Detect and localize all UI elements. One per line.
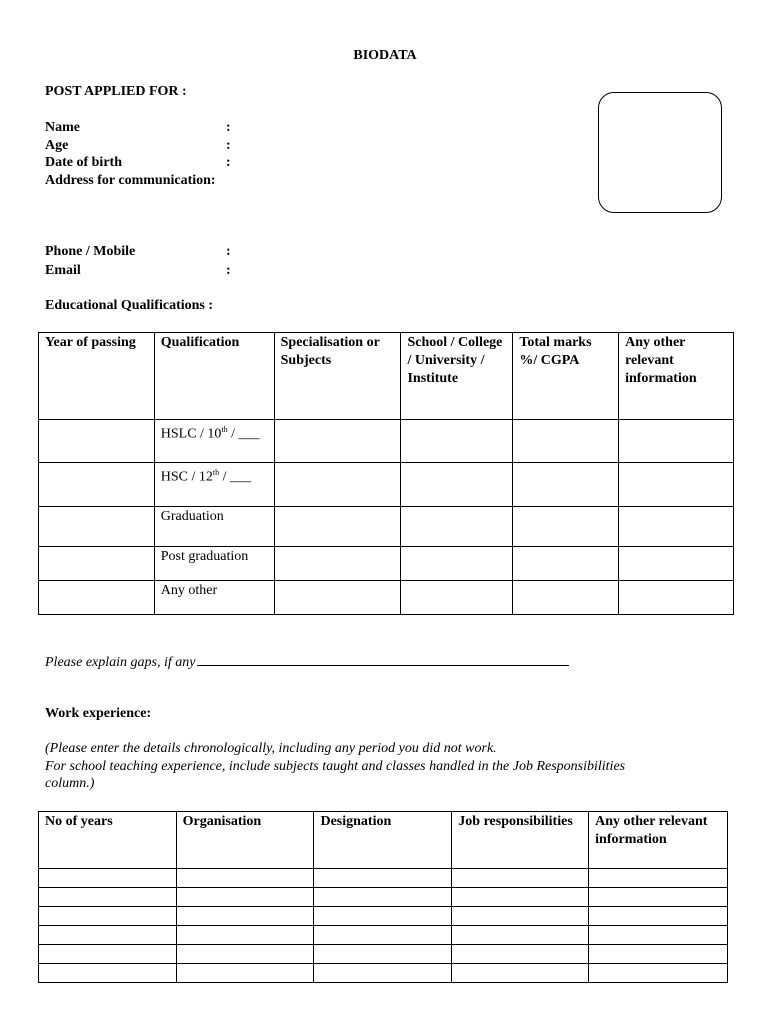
work-cell[interactable] xyxy=(39,907,177,926)
table-row xyxy=(39,907,728,926)
header-other: Any other relevant information xyxy=(619,333,734,420)
cell-institute[interactable] xyxy=(401,463,513,507)
header-designation: Designation xyxy=(314,812,452,869)
photo-box[interactable] xyxy=(598,92,722,213)
education-heading: Educational Qualifications : xyxy=(45,298,214,313)
work-cell[interactable] xyxy=(176,964,314,983)
qualification-post-graduation: Post graduation xyxy=(154,547,274,581)
work-cell[interactable] xyxy=(589,964,728,983)
cell-marks[interactable] xyxy=(513,507,619,547)
table-row xyxy=(39,945,728,964)
cell-year[interactable] xyxy=(39,547,155,581)
post-applied-label: POST APPLIED FOR : xyxy=(45,84,187,99)
cell-specialisation[interactable] xyxy=(274,420,401,463)
cell-specialisation[interactable] xyxy=(274,547,401,581)
address-label: Address for communication: xyxy=(45,173,216,188)
qual-sup: th xyxy=(212,468,220,477)
work-cell[interactable] xyxy=(589,888,728,907)
cell-other[interactable] xyxy=(619,463,734,507)
work-table xyxy=(38,811,728,983)
work-cell[interactable] xyxy=(39,869,177,888)
cell-year[interactable] xyxy=(39,463,155,507)
table-row xyxy=(39,507,734,547)
work-note-1: (Please enter the details chronologically, including any period you did not work. xyxy=(45,741,497,756)
work-note-2: For school teaching experience, include subjects taught and classes handled in the Job Responsibilities xyxy=(45,759,626,774)
dob-colon: : xyxy=(226,155,231,170)
gaps-label: Please explain gaps, if any xyxy=(45,655,196,670)
cell-year[interactable] xyxy=(39,420,155,463)
qual-text: HSLC / 10 xyxy=(160,426,222,442)
work-note-3: column.) xyxy=(45,776,95,791)
cell-other[interactable] xyxy=(619,581,734,615)
cell-specialisation[interactable] xyxy=(274,581,401,615)
work-cell[interactable] xyxy=(452,869,589,888)
work-cell[interactable] xyxy=(452,964,589,983)
age-colon: : xyxy=(226,138,231,153)
name-colon: : xyxy=(226,120,231,135)
work-cell[interactable] xyxy=(452,907,589,926)
education-table xyxy=(38,332,734,615)
email-colon: : xyxy=(226,263,231,278)
qualification-graduation: Graduation xyxy=(154,507,274,547)
work-cell[interactable] xyxy=(39,964,177,983)
qual-text: HSC / 12 xyxy=(160,469,213,485)
work-cell[interactable] xyxy=(314,964,452,983)
work-cell[interactable] xyxy=(176,907,314,926)
cell-marks[interactable] xyxy=(513,420,619,463)
qualification-hslc xyxy=(154,420,274,463)
cell-other[interactable] xyxy=(619,547,734,581)
work-cell[interactable] xyxy=(176,926,314,945)
table-row xyxy=(39,888,728,907)
work-header-row xyxy=(39,812,728,869)
header-responsibilities: Job responsibilities xyxy=(452,812,589,869)
cell-marks[interactable] xyxy=(513,547,619,581)
email-label: Email xyxy=(45,263,81,278)
gaps-line xyxy=(45,652,569,671)
work-cell[interactable] xyxy=(314,907,452,926)
qualification-hsc xyxy=(154,463,274,507)
cell-other[interactable] xyxy=(619,420,734,463)
header-institute: School / College / University / Institute xyxy=(401,333,513,420)
cell-marks[interactable] xyxy=(513,463,619,507)
work-cell[interactable] xyxy=(452,926,589,945)
header-other-info: Any other relevant information xyxy=(589,812,728,869)
phone-label: Phone / Mobile xyxy=(45,244,136,259)
table-row xyxy=(39,547,734,581)
work-cell[interactable] xyxy=(176,945,314,964)
header-specialisation: Specialisation or Subjects xyxy=(274,333,401,420)
cell-institute[interactable] xyxy=(401,507,513,547)
cell-institute[interactable] xyxy=(401,581,513,615)
gaps-input-line[interactable] xyxy=(197,652,569,666)
cell-institute[interactable] xyxy=(401,547,513,581)
work-cell[interactable] xyxy=(176,888,314,907)
work-heading: Work experience: xyxy=(45,706,152,721)
table-row xyxy=(39,420,734,463)
cell-marks[interactable] xyxy=(513,581,619,615)
work-cell[interactable] xyxy=(452,888,589,907)
phone-colon: : xyxy=(226,244,231,259)
cell-institute[interactable] xyxy=(401,420,513,463)
header-years: No of years xyxy=(39,812,177,869)
table-row xyxy=(39,926,728,945)
work-cell[interactable] xyxy=(176,869,314,888)
table-row xyxy=(39,463,734,507)
work-cell[interactable] xyxy=(314,869,452,888)
cell-year[interactable] xyxy=(39,581,155,615)
header-year: Year of passing xyxy=(39,333,155,420)
work-cell[interactable] xyxy=(589,869,728,888)
table-row xyxy=(39,581,734,615)
work-cell[interactable] xyxy=(39,945,177,964)
cell-year[interactable] xyxy=(39,507,155,547)
header-organisation: Organisation xyxy=(176,812,314,869)
qual-suffix: / ___ xyxy=(219,469,251,485)
cell-other[interactable] xyxy=(619,507,734,547)
work-cell[interactable] xyxy=(589,945,728,964)
work-cell[interactable] xyxy=(39,926,177,945)
work-cell[interactable] xyxy=(452,945,589,964)
cell-specialisation[interactable] xyxy=(274,507,401,547)
document-title: BIODATA xyxy=(353,48,417,63)
age-label: Age xyxy=(45,138,69,153)
work-cell[interactable] xyxy=(314,945,452,964)
header-marks: Total marks %/ CGPA xyxy=(513,333,619,420)
work-cell[interactable] xyxy=(589,907,728,926)
dob-label: Date of birth xyxy=(45,155,122,170)
table-row xyxy=(39,964,728,983)
header-qualification: Qualification xyxy=(154,333,274,420)
cell-specialisation[interactable] xyxy=(274,463,401,507)
name-label: Name xyxy=(45,120,80,135)
work-cell[interactable] xyxy=(314,888,452,907)
qual-suffix: / ___ xyxy=(227,426,260,442)
qualification-any-other: Any other xyxy=(154,581,274,615)
qual-sup: th xyxy=(221,425,228,434)
work-cell[interactable] xyxy=(314,926,452,945)
work-cell[interactable] xyxy=(589,926,728,945)
work-cell[interactable] xyxy=(39,888,177,907)
education-header-row xyxy=(39,333,734,420)
table-row xyxy=(39,869,728,888)
